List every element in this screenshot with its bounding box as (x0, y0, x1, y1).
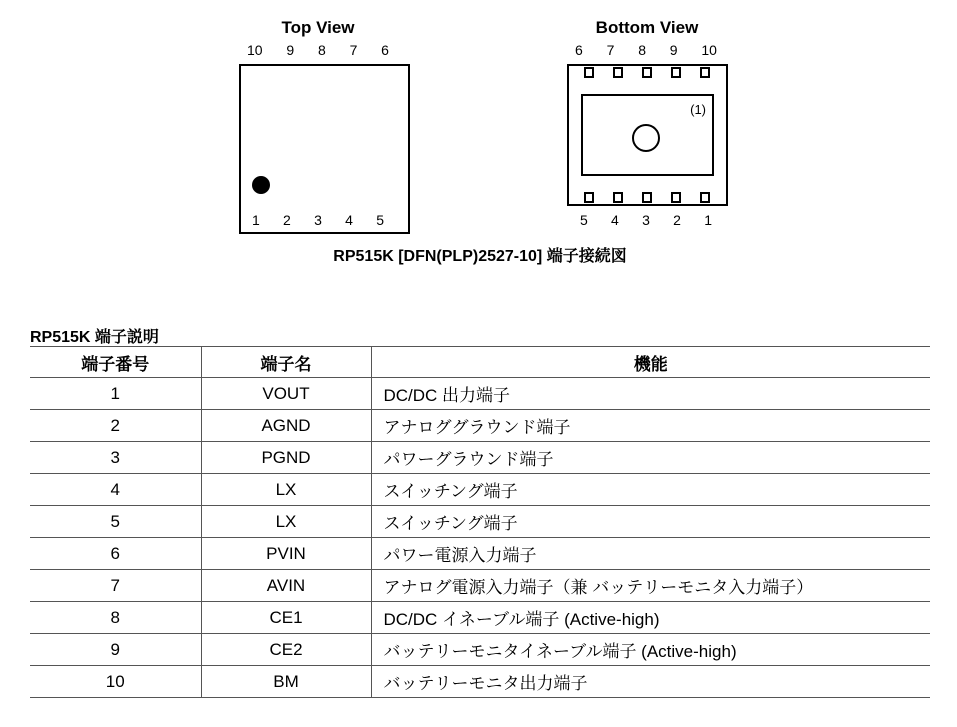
table-row (30, 666, 930, 698)
pin-number: 2 (673, 212, 681, 228)
pin-number-cell: 5 (30, 506, 201, 538)
pin-name-cell: CE2 (201, 634, 371, 666)
lead-pad (700, 67, 710, 78)
function-cell: パワー電源入力端子 (371, 538, 930, 570)
bottom-view-bottom-pin-numbers (580, 212, 712, 228)
top-view-bottom-pin-numbers (252, 212, 384, 228)
pin-number: 1 (252, 212, 260, 228)
pin-name-cell: AGND (201, 410, 371, 442)
pad-marker-circle (632, 124, 660, 152)
top-view-package (239, 64, 410, 234)
header-function: 機能 (371, 347, 930, 378)
lead-pad (642, 67, 652, 78)
pin-number-cell: 3 (30, 442, 201, 474)
pin-name-cell: LX (201, 474, 371, 506)
function-cell: バッテリーモニタイネーブル端子 (Active-high) (371, 634, 930, 666)
pin-number: 3 (642, 212, 650, 228)
pin-name-cell: CE1 (201, 602, 371, 634)
lead-pad (584, 67, 594, 78)
table-row (30, 602, 930, 634)
pin-name-cell: AVIN (201, 570, 371, 602)
top-view-title: Top View (281, 18, 355, 37)
table-row (30, 506, 930, 538)
pin-number-cell: 7 (30, 570, 201, 602)
pin-number: 10 (247, 42, 263, 58)
table-header-row (30, 347, 930, 378)
bottom-view-package (567, 64, 728, 206)
lead-pad (613, 67, 623, 78)
bottom-view-title: Bottom View (595, 18, 699, 37)
pin-number: 8 (638, 42, 646, 58)
header-pin-number: 端子番号 (30, 347, 201, 378)
pin-number-cell: 4 (30, 474, 201, 506)
pin-number-cell: 8 (30, 602, 201, 634)
pin-description-table (30, 346, 930, 698)
pin-number-cell: 6 (30, 538, 201, 570)
table-row (30, 410, 930, 442)
header-pin-name: 端子名 (201, 347, 371, 378)
pin-number: 4 (345, 212, 353, 228)
table-row (30, 570, 930, 602)
pin-number: 9 (669, 42, 678, 58)
lead-pad (671, 192, 681, 203)
function-cell: バッテリーモニタ出力端子 (371, 666, 930, 698)
pin-number-cell: 9 (30, 634, 201, 666)
top-view-top-pin-numbers (247, 42, 389, 58)
pin-number: 7 (349, 42, 358, 58)
function-cell: アナロググラウンド端子 (371, 410, 930, 442)
bottom-view-top-pin-numbers (575, 42, 717, 58)
pin-number-cell: 10 (30, 666, 201, 698)
function-cell: DC/DC 出力端子 (371, 378, 930, 410)
lead-pad (584, 192, 594, 203)
lead-pad (671, 67, 681, 78)
table-row (30, 378, 930, 410)
thermal-pad-label: (1) (690, 102, 706, 117)
function-cell: アナログ電源入力端子（兼 バッテリーモニタ入力端子） (371, 570, 930, 602)
pin-number: 2 (283, 212, 291, 228)
table-row (30, 474, 930, 506)
lead-pad (700, 192, 710, 203)
table-row (30, 634, 930, 666)
pin-number: 7 (606, 42, 615, 58)
pin-number-cell: 1 (30, 378, 201, 410)
pin-number: 4 (611, 212, 619, 228)
exposed-thermal-pad (581, 94, 714, 176)
pin-number: 5 (376, 212, 384, 228)
pin1-marker-dot (252, 176, 270, 194)
pin-number: 6 (381, 42, 389, 58)
pin-number: 9 (286, 42, 295, 58)
pin-number: 3 (314, 212, 322, 228)
table-row (30, 538, 930, 570)
pin-number-cell: 2 (30, 410, 201, 442)
pin-number: 1 (704, 212, 712, 228)
pin-name-cell: LX (201, 506, 371, 538)
pin-number: 10 (701, 42, 717, 58)
pin-number: 5 (580, 212, 588, 228)
pin-number: 6 (575, 42, 583, 58)
pin-number: 8 (317, 42, 326, 58)
lead-pad (642, 192, 652, 203)
pin-name-cell: PVIN (201, 538, 371, 570)
pin-name-cell: VOUT (201, 378, 371, 410)
table-row (30, 442, 930, 474)
diagram-caption: RP515K [DFN(PLP)2527-10] 端子接続図 (333, 248, 627, 265)
lead-pad (613, 192, 623, 203)
function-cell: パワーグラウンド端子 (371, 442, 930, 474)
pin-name-cell: BM (201, 666, 371, 698)
function-cell: DC/DC イネーブル端子 (Active-high) (371, 602, 930, 634)
table-title: RP515K 端子説明 (30, 329, 159, 346)
function-cell: スイッチング端子 (371, 474, 930, 506)
pin-name-cell: PGND (201, 442, 371, 474)
function-cell: スイッチング端子 (371, 506, 930, 538)
